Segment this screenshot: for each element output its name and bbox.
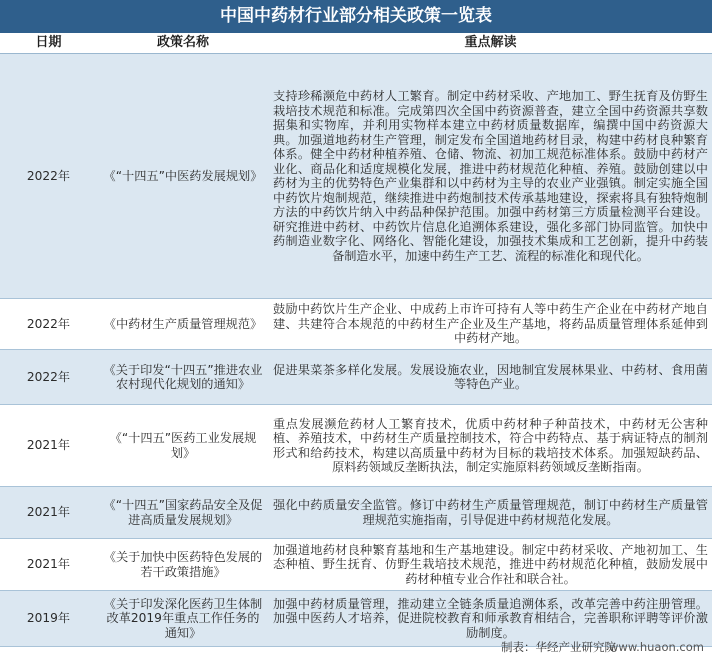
row-date: 2022年 [0,54,97,299]
header-key-points: 重点解读 [269,33,712,54]
row-policy-name: 《“十四五”医药工业发展规划》 [97,405,269,487]
table-row [0,54,712,299]
row-policy-name: 《关于印发“十四五”推进农业农村现代化规划的通知》 [97,350,269,405]
policy-table [0,33,712,647]
row-key-points: 鼓励中药饮片生产企业、中成药上市许可持有人等中药生产企业在中药材产地自建、共建符合本规范的中药材生产企业及生产基地，将药品质量管理体系延伸到中药材产地。 [269,299,712,350]
row-key-points: 加强中药材质量管理，推动建立全链条质量追溯体系，改革完善中药注册管理。加强中医药人才培养，促进院校教育和师承教育相结合，完善职称评聘等评价激励制度。 [269,591,712,647]
header-row [0,33,712,54]
source-credit: 制表：华经产业研究院 [501,640,616,654]
row-date: 2019年 [0,591,97,647]
header-policy-name: 政策名称 [97,33,269,54]
row-policy-name: 《“十四五”国家药品安全及促进高质量发展规划》 [97,487,269,539]
row-date: 2021年 [0,487,97,539]
row-key-points: 支持珍稀濒危中药材人工繁育。制定中药材采收、产地加工、野生抚育及仿野生栽培技术规范和标准。完成第四次全国中药资源普查，建立全国中药资源共享数据集和实物库，并利用实物样本建立中药材质量数据库，编撰中国中药资源大典。加强道地药材生产管理，制定发布全国道地药材目录，构建中药材良种繁育体系。健全中药材种植养殖、仓储、物流、初加工规范标准体系。鼓励中药材产业化、商品化和适度规模化发展，推进中药材规范化种植、养殖。鼓励创建以中药材为主的优势特色产业集群和以中药材为主导的农业产业强镇。制定实施全国中药饮片炮制规范，继续推进中药炮制技术传承基地建设，探索将具有独特炮制方法的中药饮片纳入中药品种保护范围。加强中药材第三方质量检测平台建设。研究推进中药材、中药饮片信息化追溯体系建设，强化多部门协同监管。加快中药制造业数字化、网络化、智能化建设，加强技术集成和工艺创新，提升中药装备制造水平，加速中药生产工艺、流程的标准化和现代化。 [269,54,712,299]
table-row [0,539,712,591]
row-key-points: 重点发展濒危药材人工繁育技术，优质中药材种子种苗技术，中药材无公害种植、养殖技术，中药材生产质量控制技术，符合中药特点、基于病证特点的制剂形式和给药技术，构建以高质量中药材为目标的栽培技术体系。加强短缺药品、原料药领域反垄断执法，制定实施原料药领域反垄断指南。 [269,405,712,487]
table-row [0,405,712,487]
row-policy-name: 《“十四五”中医药发展规划》 [97,54,269,299]
source-url: www.huaon.com [609,640,704,654]
row-date: 2021年 [0,405,97,487]
table-row [0,299,712,350]
table-footer [0,638,712,656]
row-key-points: 强化中药质量安全监管。修订中药材生产质量管理规范，制订中药材生产质量管理规范实施指南，引导促进中药材规范化发展。 [269,487,712,539]
row-policy-name: 《关于加快中医药特色发展的若干政策措施》 [97,539,269,591]
row-policy-name: 《关于印发深化医药卫生体制改革2019年重点工作任务的通知》 [97,591,269,647]
header-date: 日期 [0,33,97,54]
row-policy-name: 《中药材生产质量管理规范》 [97,299,269,350]
row-key-points: 加强道地药材良种繁育基地和生产基地建设。制定中药材采收、产地初加工、生态种植、野生抚育、仿野生栽培技术规范，推进中药材规范化种植，鼓励发展中药材种植专业合作社和联合社。 [269,539,712,591]
table-title: 中国中药材行业部分相关政策一览表 [0,0,712,33]
row-key-points: 促进果菜茶多样化发展。发展设施农业，因地制宜发展林果业、中药材、食用菌等特色产业。 [269,350,712,405]
table-row [0,350,712,405]
row-date: 2021年 [0,539,97,591]
table-row [0,487,712,539]
row-date: 2022年 [0,350,97,405]
row-date: 2022年 [0,299,97,350]
